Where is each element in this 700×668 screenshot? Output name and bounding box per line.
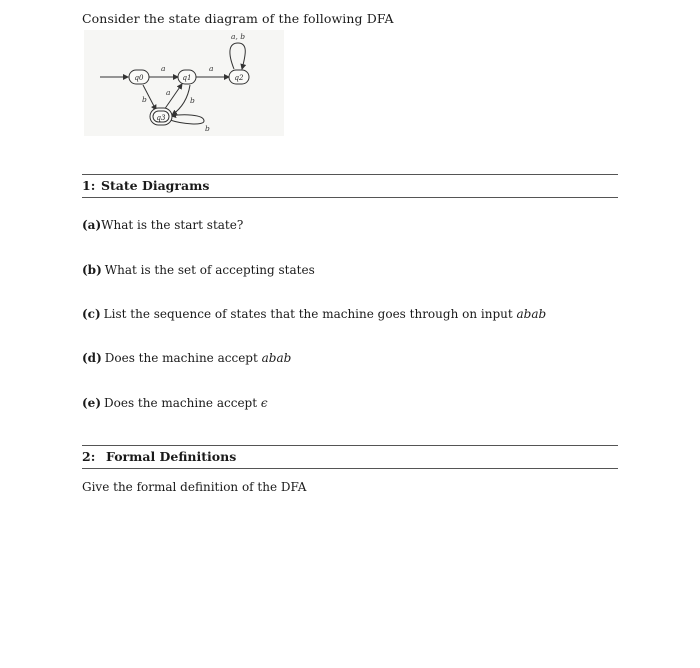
- section-2-title: Formal Definitions: [106, 449, 237, 464]
- question-a-text: What is the start state?: [101, 218, 244, 232]
- edge-label-q0-q3: b: [142, 95, 147, 104]
- question-c-label: (c): [82, 307, 101, 321]
- question-b-label: (b): [82, 263, 102, 277]
- edge-label-q1-q2: a: [209, 64, 214, 73]
- state-q2-label: q2: [234, 74, 244, 82]
- edge-q3-self: [170, 115, 204, 124]
- dfa-state-diagram: [84, 30, 284, 136]
- edge-q1-q3: [172, 85, 190, 115]
- section-1-number: 1:: [82, 178, 96, 193]
- state-q1: [178, 70, 196, 84]
- state-q2: [229, 70, 249, 84]
- question-c-text: List the sequence of states that the machine goes through on input: [103, 307, 517, 321]
- state-q0-label: q0: [134, 74, 144, 82]
- edge-q2-self: [230, 43, 245, 69]
- state-q3-accepting: [150, 108, 172, 125]
- state-q1-label: q1: [182, 74, 192, 82]
- edge-label-q3-self: b: [205, 124, 210, 133]
- state-q3-label: q3: [156, 114, 166, 122]
- formal-definition-prompt: Give the formal definition of the DFA: [82, 480, 307, 494]
- dfa-diagram: [84, 30, 284, 136]
- question-d: [82, 351, 291, 365]
- section-1-header: [82, 174, 618, 198]
- state-q0: [129, 70, 149, 84]
- question-e: [82, 396, 268, 410]
- section-2-number: 2:: [82, 449, 96, 464]
- question-c: [82, 307, 546, 321]
- question-b-text: What is the set of accepting states: [104, 263, 315, 277]
- question-d-input: abab: [261, 351, 292, 365]
- section-1-title: State Diagrams: [101, 178, 210, 193]
- question-a-label: (a): [82, 218, 102, 232]
- question-a: [82, 218, 243, 232]
- question-b: [82, 263, 315, 277]
- edge-label-q1-q3: b: [190, 96, 195, 105]
- question-d-text: Does the machine accept: [104, 351, 262, 365]
- edge-label-q3-q1: a: [166, 88, 171, 97]
- question-c-input: abab: [516, 307, 547, 321]
- question-e-label: (e): [82, 396, 101, 410]
- question-d-label: (d): [82, 351, 102, 365]
- edge-label-q0-q1: a: [161, 64, 166, 73]
- intro-text: Consider the state diagram of the following DFA: [82, 11, 394, 26]
- edge-label-q2-self: a, b: [231, 32, 246, 41]
- question-e-input: ϵ: [260, 396, 268, 410]
- section-2-header: [82, 445, 618, 469]
- question-e-text: Does the machine accept: [104, 396, 261, 410]
